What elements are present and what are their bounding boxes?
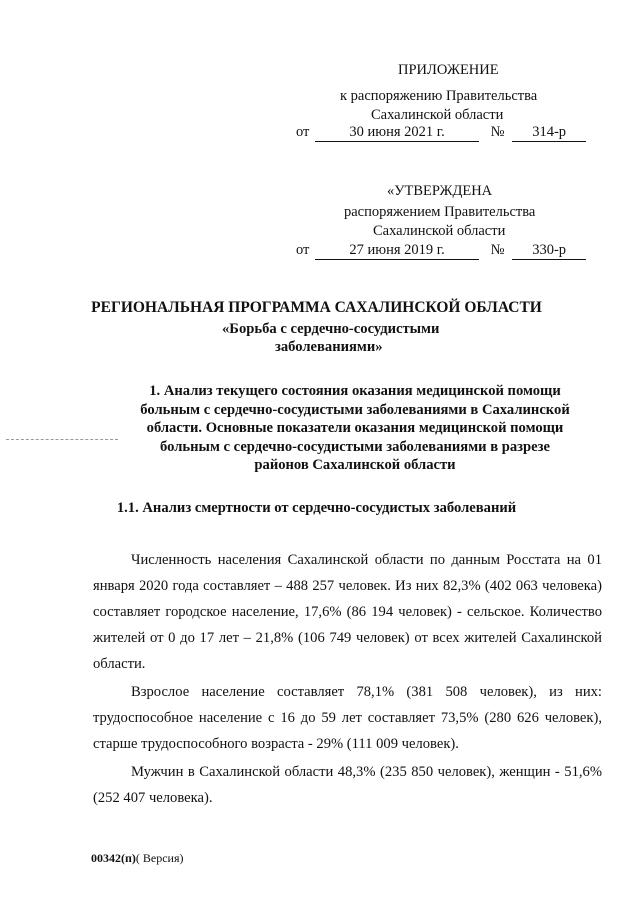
approved-from-label: от [296, 242, 310, 258]
paragraph: Мужчин в Сахалинской области 48,3% (235 850 человек), женщин - 51,6% (252 407 человека). [93, 764, 602, 806]
program-subtitle-line-2: заболеваниями» [275, 339, 383, 355]
program-subtitle-line-1: «Борьба с сердечно-сосудистыми [222, 321, 440, 337]
approved-number: 330-р [512, 242, 586, 260]
document-code: 00342(п) [91, 851, 136, 865]
body-text [93, 547, 602, 811]
appendix-date-row [296, 123, 586, 142]
section-1-1-heading: 1.1. Анализ смертности от сердечно-сосудистых заболеваний [116, 500, 517, 516]
section-1-line-3: области. Основные показатели оказания медицинской помощи [146, 420, 564, 436]
document-version: ( Версия) [135, 851, 184, 865]
paragraph: Взрослое население составляет 78,1% (381 508 человек), из них: трудоспособное население с 16 до 59 лет составляет 73,5% (280 626 человек), старше трудоспособного возраста - 29% (111 009 человек). [93, 684, 602, 752]
approved-line-2: Сахалинской области [373, 223, 506, 239]
appendix-date: 30 июня 2021 г. [315, 124, 479, 142]
appendix-number: 314-р [512, 124, 586, 142]
approved-date-row [296, 241, 586, 260]
appendix-line-2: Сахалинской области [371, 107, 504, 123]
approved-number-label: № [490, 242, 505, 258]
section-1-line-4: больным с сердечно-сосудистыми заболеваниями в разрезе [160, 438, 550, 455]
appendix-line-1: к распоряжению Правительства [340, 88, 538, 104]
footer [91, 851, 184, 865]
paragraph: Численность населения Сахалинской области по данным Росстата на 01 января 2020 года составляет – 488 257 человек. Из них 82,3% (402 063 человека) составляет городское население, 17,6% (86 194 человек) - сельское. Количество жителей от 0 до 17 лет – 21,8% (106 749 человек) от всех жителей Сахалинской области. [93, 552, 602, 672]
approved-date: 27 июня 2019 г. [315, 242, 479, 260]
scan-artifact-dashes [6, 439, 118, 440]
section-1-line-2: больным с сердечно-сосудистыми заболеваниями в Сахалинской [140, 401, 570, 418]
program-title: РЕГИОНАЛЬНАЯ ПРОГРАММА САХАЛИНСКОЙ ОБЛАСТИ [91, 299, 542, 316]
appendix-from-label: от [296, 124, 310, 140]
section-1-heading [120, 382, 590, 475]
appendix-number-label: № [490, 124, 505, 140]
approved-line-1: распоряжением Правительства [344, 204, 536, 220]
section-1-line-1: 1. Анализ текущего состояния оказания медицинской помощи [149, 383, 561, 399]
section-1-line-5: районов Сахалинской области [254, 457, 456, 473]
appendix-heading: ПРИЛОЖЕНИЕ [398, 62, 499, 78]
approved-heading: «УТВЕРЖДЕНА [387, 183, 493, 199]
